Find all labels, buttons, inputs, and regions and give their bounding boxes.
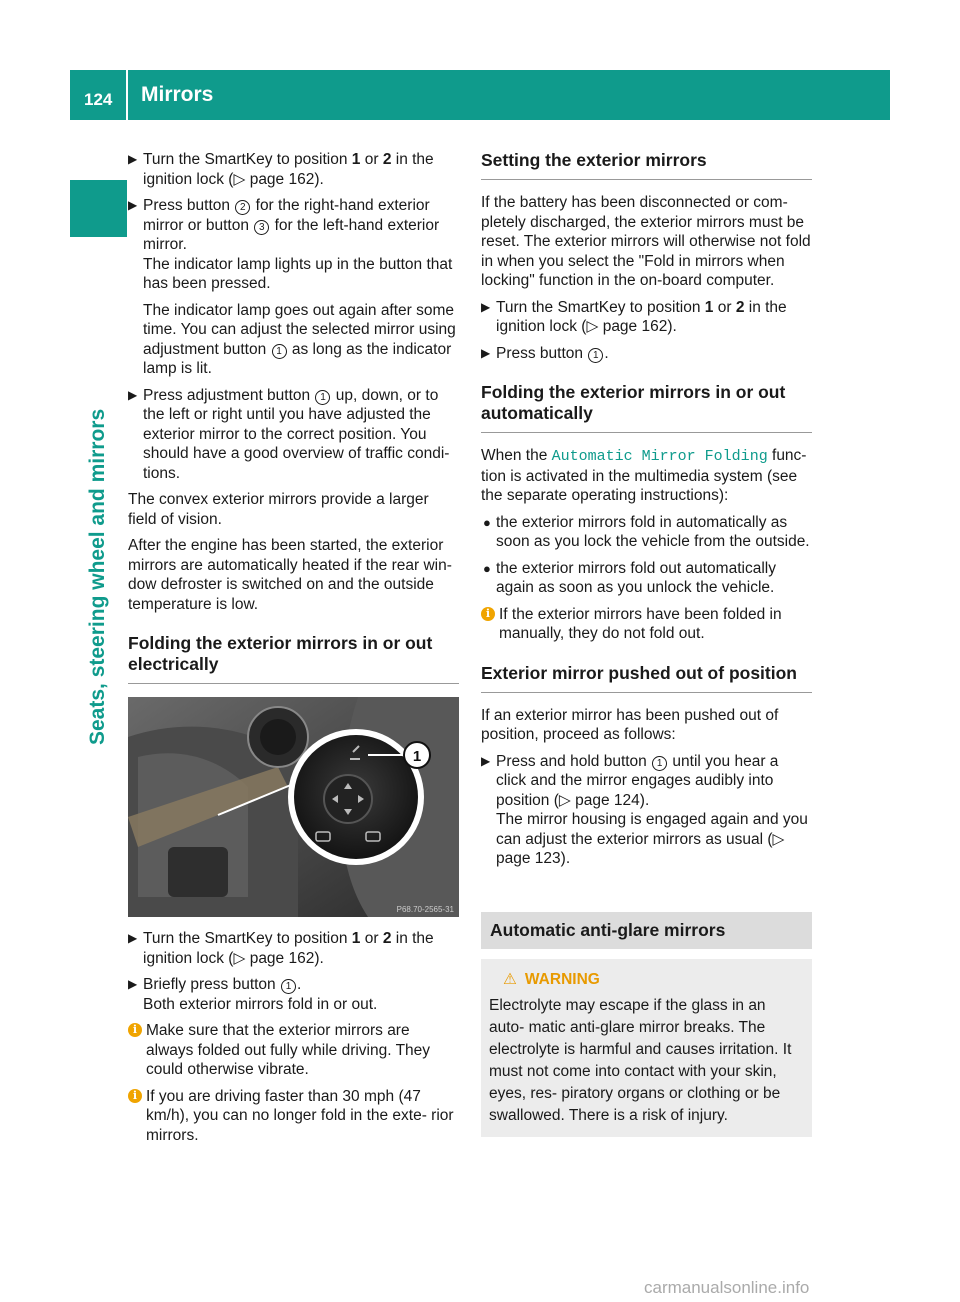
figure-callout-1: 1 — [412, 748, 422, 765]
bullet-icon: ● — [483, 514, 491, 530]
step-arrow-icon: ▶ — [481, 345, 491, 360]
step-arrow-icon: ▶ — [481, 753, 491, 768]
button-1-icon: 1 — [315, 390, 330, 405]
warning-triangle-icon: ⚠ — [503, 970, 517, 988]
button-3-icon: 3 — [254, 220, 269, 235]
chapter-label-text: Seats, steering wheel and mirrors — [86, 408, 109, 745]
header-divider — [126, 70, 128, 120]
heading-pushed-out: Exterior mirror pushed out of position — [481, 663, 812, 693]
step-turn-smartkey-2: ▶ Turn the SmartKey to position 1 or 2 in the ignition lock (▷ page 162). — [128, 930, 434, 967]
button-1-icon: 1 — [652, 756, 667, 771]
figure-code: P68.70-2565-31 — [396, 905, 454, 914]
step-arrow-icon: ▶ — [128, 977, 138, 991]
step-arrow-icon: ▶ — [128, 387, 138, 402]
heading-setting-mirrors: Setting the exterior mirrors — [481, 150, 812, 180]
page-ref-link[interactable]: ▷ page 162 — [586, 318, 668, 335]
left-column — [128, 150, 459, 1152]
step-result-text: Both exterior mirrors fold in or out. — [143, 995, 378, 1013]
paragraph-auto-fold: When the Automatic Mirror Folding func- tion is activated in the multimedia system (see the separate operating instructions): — [481, 447, 807, 504]
step-arrow-icon: ▶ — [128, 198, 138, 212]
chapter-tab — [70, 180, 127, 237]
step-press-hold: ▶ Press and hold button 1 until you hear a click and the mirror engages audibly into position (▷ page 124). The mirror housing is engaged again and you can adjust the exterior mirrors as usual (▷ page 123). — [481, 752, 808, 867]
step-turn-smartkey-3: ▶ Turn the SmartKey to position 1 or 2 in the ignition lock (▷ page 162). — [481, 298, 787, 335]
step-result-text: The indicator lamp lights up in the button that has been pressed. — [143, 255, 453, 292]
section-title: Mirrors — [141, 83, 214, 106]
button-1-icon: 1 — [272, 344, 287, 359]
step-briefly-press: ▶ Briefly press button 1 . Both exterior mirrors fold in or out. — [128, 976, 378, 1013]
bullet-fold-out: ● the exterior mirrors fold out automatically again as soon as you unlock the vehicle. — [483, 559, 776, 596]
step-adjust-mirror: ▶ Press adjustment button 1 up, down, or to the left or right until you have adjusted the exterior mirror to the correct position. You should have a good overview of traffic condi- tions. — [128, 386, 450, 482]
button-2-icon: 2 — [235, 200, 250, 215]
button-1-icon: 1 — [281, 979, 296, 994]
right-column — [481, 150, 812, 1137]
note-fold-out-fully: i Make sure that the exterior mirrors are always folded out fully while driving. They could otherwise vibrate. — [128, 1021, 459, 1080]
paragraph-pushed: If an exterior mirror has been pushed out of position, proceed as follows: — [481, 706, 779, 743]
page-ref-link[interactable]: ▷ page 162 — [233, 949, 315, 967]
warning-box — [481, 959, 812, 1137]
warning-heading: ⚠ WARNING — [503, 970, 600, 988]
step-turn-smartkey: ▶ Turn the SmartKey to position 1 or 2 in the ignition lock (▷ page 162). — [128, 151, 434, 188]
header-bar — [70, 70, 890, 120]
page-ref-link[interactable]: ▷ page 124 — [558, 791, 640, 809]
paragraph-heating: After the engine has been started, the exterior mirrors are automatically heated if the rear win- dow defroster is switched on and the outside temperature is low. — [128, 537, 452, 613]
info-icon: i — [128, 1023, 142, 1037]
page-ref-link[interactable]: ▷ page 162 — [233, 170, 315, 188]
step-arrow-icon: ▶ — [128, 931, 138, 945]
page-ref-link[interactable]: ▷ page 123 — [496, 830, 785, 867]
watermark: carmanualsonline.info — [644, 1278, 810, 1297]
page-number: 124 — [84, 90, 113, 109]
step-arrow-icon: ▶ — [128, 152, 138, 166]
bullet-icon: ● — [483, 560, 491, 576]
banner-anti-glare: Automatic anti-glare mirrors — [481, 912, 812, 949]
paragraph-convex: The convex exterior mirrors provide a larger field of vision. — [128, 491, 429, 528]
step-arrow-icon: ▶ — [481, 299, 491, 314]
door-panel-illustration — [128, 697, 459, 917]
note-folded-manually: i If the exterior mirrors have been folded in manually, they do not fold out. — [481, 605, 812, 644]
heading-fold-electrically: Folding the exterior mirrors in or out electrically — [128, 633, 459, 684]
paragraph-setting: If the battery has been disconnected or com- pletely discharged, the exterior mirrors must be reset. The exterior mirrors will otherwise not fold in when you select the "Fold in mirrors when locking" function in the on-board computer. — [481, 194, 811, 289]
bullet-fold-in: ● the exterior mirrors fold in automatically as soon as you lock the vehicle from the outside. — [483, 513, 810, 550]
mirror-switch-figure — [128, 697, 459, 917]
heading-fold-automatically: Folding the exterior mirrors in or out automatically — [481, 382, 812, 433]
setting-name: Automatic Mirror Folding — [551, 448, 768, 465]
note-speed-limit: i If you are driving faster than 30 mph (47 km/h), you can no longer fold in the exte- rior mirrors. — [128, 1087, 459, 1146]
info-icon: i — [128, 1089, 142, 1103]
warning-text: Electrolyte may escape if the glass in an auto- matic anti-glare mirror breaks. The electrolyte is harmful and causes irritation. It must not come into contact with your skin, eyes, res- piratory organs or clothing or be swallowed. There is a risk of injury. — [489, 996, 792, 1124]
button-1-icon: 1 — [588, 348, 603, 363]
step-press-button-1: ▶ Press button 1 . — [481, 344, 609, 362]
step-press-button: ▶ Press button 2 for the right-hand exterior mirror or button 3 for the left-hand exterior mirror. The indicator lamp lights up in the button that has been pressed. The indicator lamp goes out again after some time. You can adjust the selected mirror using adjustment button 1 as long as the indicator lamp is lit. — [128, 197, 456, 377]
info-icon: i — [481, 607, 495, 621]
